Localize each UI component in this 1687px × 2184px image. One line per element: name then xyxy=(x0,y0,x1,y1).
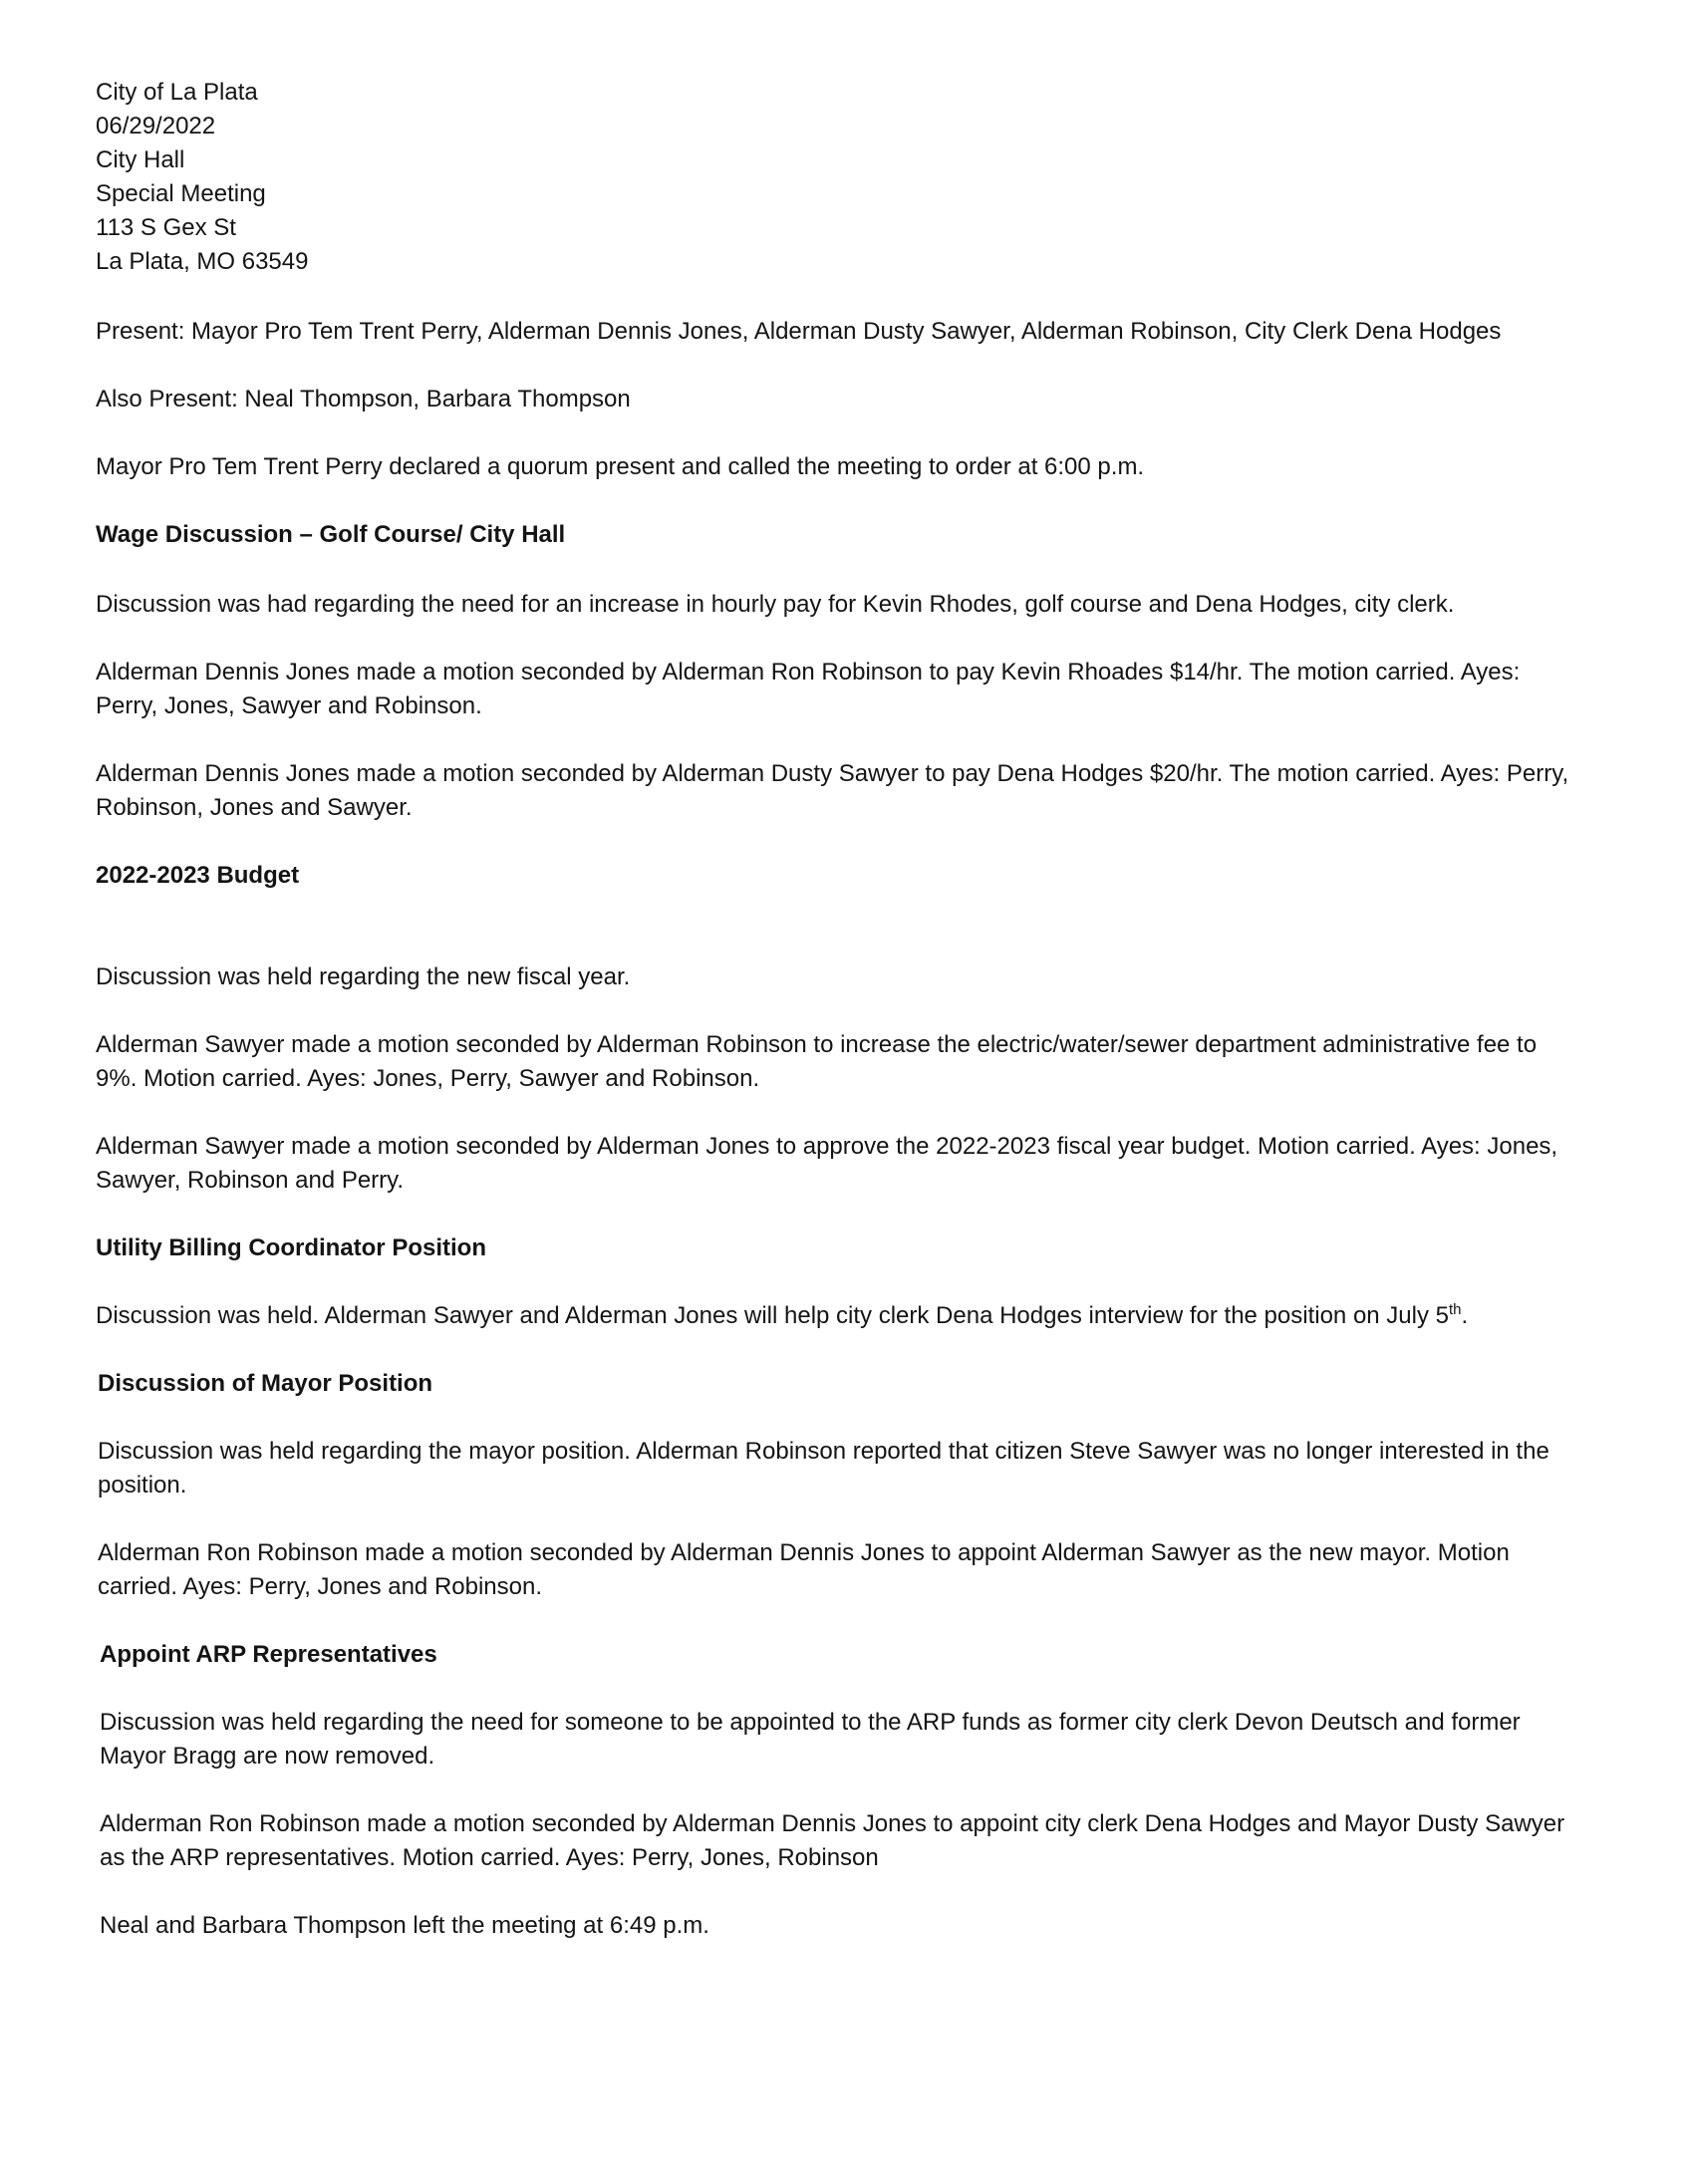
mayor-paragraph-2: Alderman Ron Robinson made a motion seconded by Alderman Dennis Jones to appoint Alderman Sawyer as the new mayor. Motion carried. Ayes: Perry, Jones and Robinson. xyxy=(98,1539,1510,1600)
header-city-state-zip: La Plata, MO 63549 xyxy=(96,248,309,275)
arp-paragraph-2: Alderman Ron Robinson made a motion seconded by Alderman Dennis Jones to appoint city clerk Dena Hodges and Mayor Dusty Sawyer as the ARP representatives. Motion carried. Ayes: Perry, Jones, Robinson xyxy=(100,1810,1565,1871)
budget-paragraph-3: Alderman Sawyer made a motion seconded by Alderman Jones to approve the 2022-2023 fiscal year budget. Motion carried. Ayes: Jones, Sawyer, Robinson and Perry. xyxy=(96,1133,1558,1194)
budget-paragraph-1: Discussion was held regarding the new fiscal year. xyxy=(96,963,631,990)
utility-paragraph-1 xyxy=(96,1299,1468,1333)
section-heading-utility: Utility Billing Coordinator Position xyxy=(96,1234,486,1261)
wage-paragraph-1: Discussion was had regarding the need for an increase in hourly pay for Kevin Rhodes, golf course and Dena Hodges, city clerk. xyxy=(96,591,1455,618)
header-street: 113 S Gex St xyxy=(96,214,236,241)
also-present-line: Also Present: Neal Thompson, Barbara Thompson xyxy=(96,386,631,412)
utility-paragraph-end: . xyxy=(1461,1302,1469,1329)
arp-paragraph-1: Discussion was held regarding the need for someone to be appointed to the ARP funds as former city clerk Devon Deutsch and former Mayor Bragg are now removed. xyxy=(100,1709,1521,1770)
header-location: City Hall xyxy=(96,146,185,173)
wage-paragraph-3: Alderman Dennis Jones made a motion seconded by Alderman Dusty Sawyer to pay Dena Hodges $20/hr. The motion carried. Ayes: Perry, Robinson, Jones and Sawyer. xyxy=(96,760,1569,821)
header-city: City of La Plata xyxy=(96,79,258,106)
present-line: Present: Mayor Pro Tem Trent Perry, Alderman Dennis Jones, Alderman Dusty Sawyer, Alderman Robinson, City Clerk Dena Hodges xyxy=(96,318,1502,345)
mayor-paragraph-1: Discussion was held regarding the mayor position. Alderman Robinson reported that citizen Steve Sawyer was no longer interested in the position. xyxy=(98,1438,1549,1499)
closing-line: Neal and Barbara Thompson left the meeting at 6:49 p.m. xyxy=(100,1912,709,1939)
ordinal-suffix: th xyxy=(1449,1301,1462,1318)
section-heading-arp: Appoint ARP Representatives xyxy=(100,1641,437,1668)
section-heading-mayor: Discussion of Mayor Position xyxy=(98,1370,433,1397)
header-date: 06/29/2022 xyxy=(96,113,216,139)
section-heading-budget: 2022-2023 Budget xyxy=(96,862,300,889)
wage-paragraph-2: Alderman Dennis Jones made a motion seconded by Alderman Ron Robinson to pay Kevin Rhoades $14/hr. The motion carried. Ayes: Perry, Jones, Sawyer and Robinson. xyxy=(96,659,1521,719)
utility-paragraph-text: Discussion was held. Alderman Sawyer and Alderman Jones will help city clerk Dena Hodges interview for the position on July 5 xyxy=(96,1302,1450,1329)
header-meeting-type: Special Meeting xyxy=(96,180,266,207)
call-to-order: Mayor Pro Tem Trent Perry declared a quorum present and called the meeting to order at 6:00 p.m. xyxy=(96,453,1145,480)
section-heading-wage: Wage Discussion – Golf Course/ City Hall xyxy=(96,521,566,548)
budget-paragraph-2: Alderman Sawyer made a motion seconded by Alderman Robinson to increase the electric/water/sewer department administrative fee to 9%. Motion carried. Ayes: Jones, Perry, Sawyer and Robinson. xyxy=(96,1031,1538,1092)
